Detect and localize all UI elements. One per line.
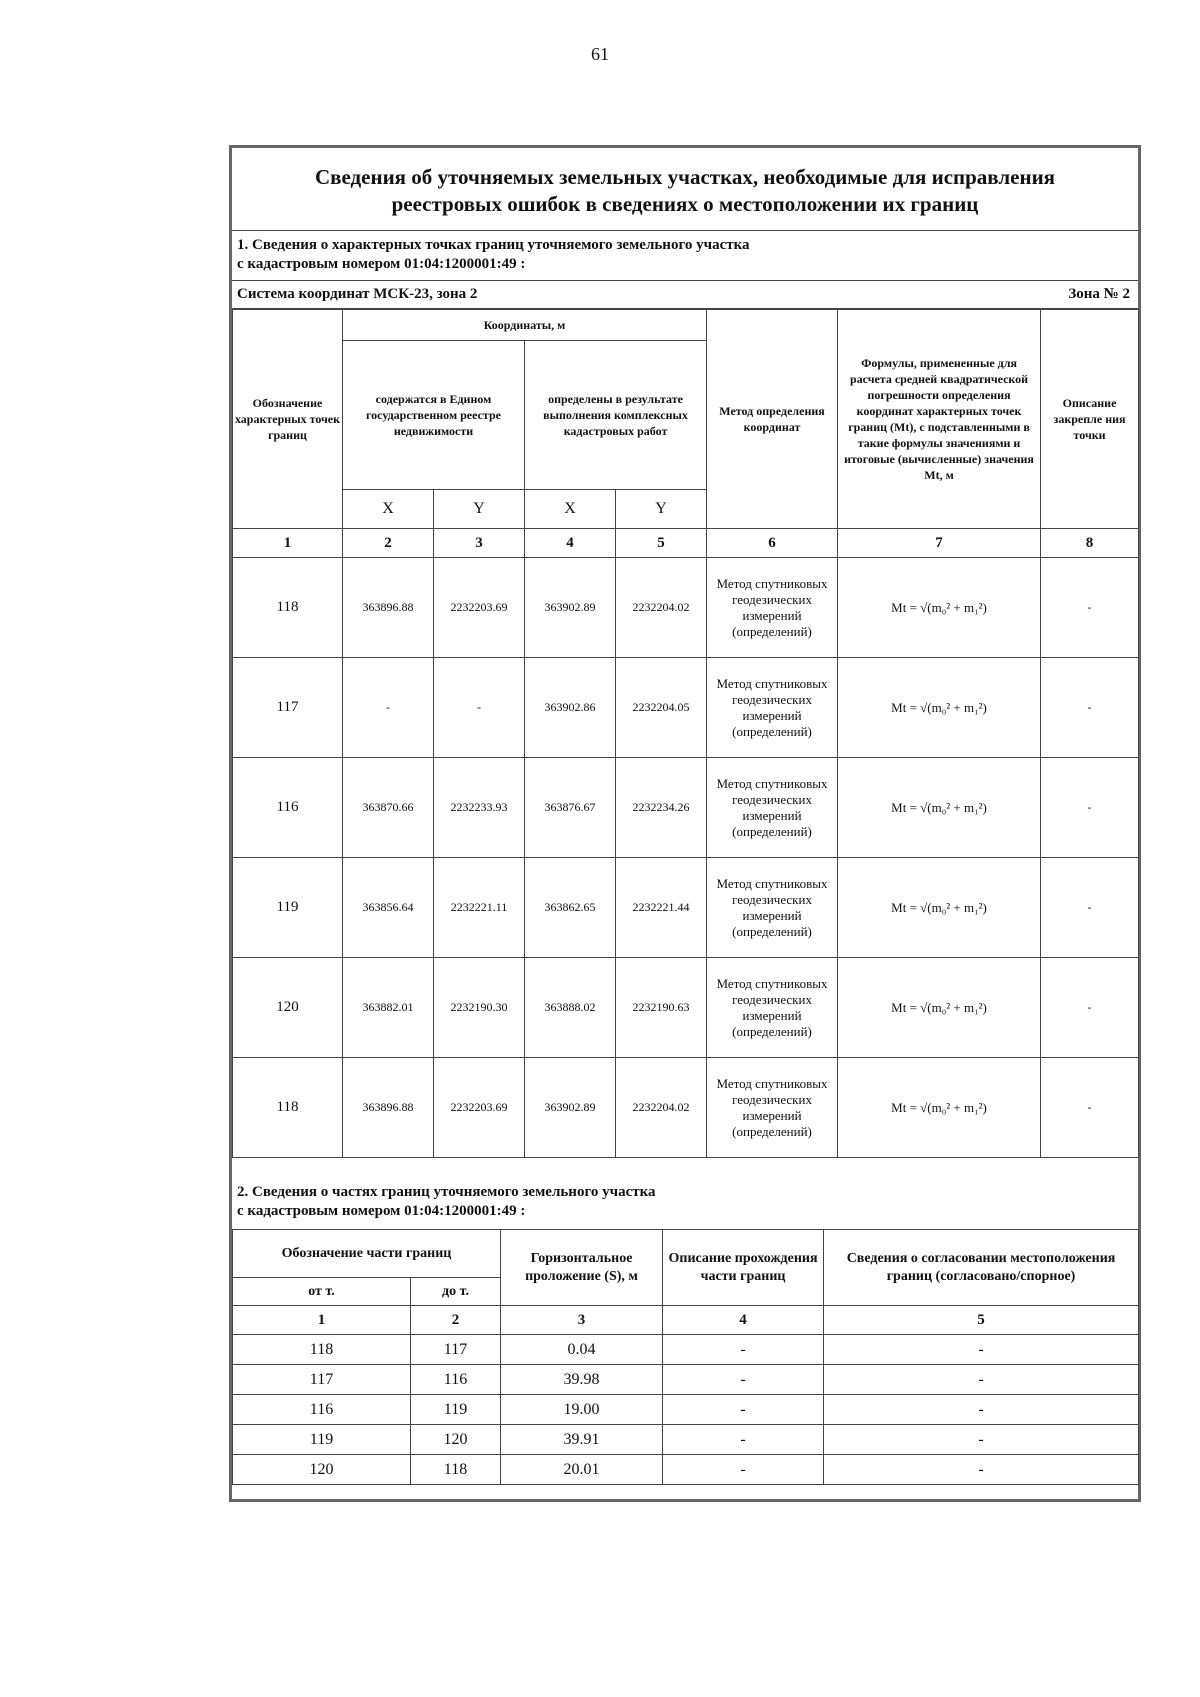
table-row: [233, 658, 1139, 758]
horizontal-distance-cell: 39.98: [501, 1365, 663, 1395]
header-point: Обозначение характерных точек границ: [233, 310, 343, 529]
col-number: 3: [501, 1306, 663, 1335]
agreement-cell: -: [824, 1455, 1139, 1485]
header-coords: Координаты, м: [343, 310, 707, 341]
y-determined-cell: 2232204.02: [616, 558, 707, 658]
point-description-cell: -: [1041, 558, 1139, 658]
section-2-heading: [232, 1175, 1138, 1229]
formula-cell: Mt = √(m₀² + m₁²): [838, 958, 1041, 1058]
col-number: 6: [707, 529, 838, 558]
col-number: 4: [663, 1306, 824, 1335]
formula-cell: Mt = √(m₀² + m₁²): [838, 858, 1041, 958]
part-description-cell: -: [663, 1365, 824, 1395]
part-description-cell: -: [663, 1425, 824, 1455]
horizontal-distance-cell: 19.00: [501, 1395, 663, 1425]
x-determined-cell: 363902.86: [525, 658, 616, 758]
x-registry-cell: 363870.66: [343, 758, 434, 858]
agreement-cell: -: [824, 1335, 1139, 1365]
to-point-cell: 120: [411, 1425, 501, 1455]
section-1-line-2: с кадастровым номером 01:04:1200001:49 :: [237, 256, 526, 272]
from-point-cell: 119: [233, 1425, 411, 1455]
method-cell: Метод спутниковых геодезических измерений (определений): [707, 958, 838, 1058]
y-determined-cell: 2232190.63: [616, 958, 707, 1058]
x-determined-cell: 363876.67: [525, 758, 616, 858]
point-description-cell: -: [1041, 958, 1139, 1058]
agreement-cell: -: [824, 1425, 1139, 1455]
agreement-cell: -: [824, 1365, 1139, 1395]
header-determined: определены в результате выполнения комплексных кадастровых работ: [525, 341, 707, 490]
document-title: [232, 148, 1138, 231]
document-frame: [229, 145, 1141, 1502]
coordinate-system: Система координат МСК-23, зона 2: [237, 286, 478, 302]
table-row: [233, 958, 1139, 1058]
from-point-cell: 116: [233, 1395, 411, 1425]
points-table: [232, 309, 1139, 1158]
from-point-cell: 120: [233, 1455, 411, 1485]
col-number: 5: [616, 529, 707, 558]
point-description-cell: -: [1041, 1058, 1139, 1158]
header-description: Описание закрепле ния точки: [1041, 310, 1139, 529]
col-number: 5: [824, 1306, 1139, 1335]
point-cell: 116: [233, 758, 343, 858]
to-point-cell: 118: [411, 1455, 501, 1485]
header-in-registry: содержатся в Едином государственном реестре недвижимости: [343, 341, 525, 490]
table-row: [233, 1395, 1139, 1425]
table-row: [233, 1365, 1139, 1395]
section-2-line-1: 2. Сведения о частях границ уточняемого земельного участка: [237, 1184, 656, 1200]
formula-cell: Mt = √(m₀² + m₁²): [838, 758, 1041, 858]
col-number: 2: [411, 1306, 501, 1335]
title-line-1: Сведения об уточняемых земельных участках, необходимые для исправления: [314, 165, 1056, 189]
table-row: [233, 1455, 1139, 1485]
section-2-line-2: с кадастровым номером 01:04:1200001:49 :: [237, 1203, 526, 1219]
point-cell: 118: [233, 1058, 343, 1158]
header-y2: Y: [616, 490, 707, 529]
formula-cell: Mt = √(m₀² + m₁²): [838, 658, 1041, 758]
formula-cell: Mt = √(m₀² + m₁²): [838, 1058, 1041, 1158]
point-description-cell: -: [1041, 658, 1139, 758]
header-agreement: Сведения о согласовании местоположения границ (согласовано/спорное): [824, 1230, 1139, 1306]
x-registry-cell: 363856.64: [343, 858, 434, 958]
agreement-cell: -: [824, 1395, 1139, 1425]
header-horizontal: Горизонтальное проложение (S), м: [501, 1230, 663, 1306]
header-y1: Y: [434, 490, 525, 529]
page-number: 61: [591, 44, 609, 64]
to-point-cell: 116: [411, 1365, 501, 1395]
method-cell: Метод спутниковых геодезических измерений (определений): [707, 858, 838, 958]
table-row: [233, 1058, 1139, 1158]
header-formulas: Формулы, примененные для расчета средней квадратической погрешности определения координат характерных точек границ (Mt), с подставленными в такие формулы значениями и итоговые (вычисленные) значения Mt, м: [838, 310, 1041, 529]
table-row: [233, 858, 1139, 958]
title-line-2: реестровых ошибок в сведениях о местоположении их границ: [391, 192, 979, 216]
header-from: от т.: [233, 1278, 411, 1306]
to-point-cell: 119: [411, 1395, 501, 1425]
col-number: 2: [343, 529, 434, 558]
horizontal-distance-cell: 0.04: [501, 1335, 663, 1365]
part-description-cell: -: [663, 1395, 824, 1425]
x-determined-cell: 363888.02: [525, 958, 616, 1058]
col-number: 4: [525, 529, 616, 558]
y-registry-cell: 2232233.93: [434, 758, 525, 858]
method-cell: Метод спутниковых геодезических измерений (определений): [707, 758, 838, 858]
horizontal-distance-cell: 39.91: [501, 1425, 663, 1455]
y-registry-cell: -: [434, 658, 525, 758]
method-cell: Метод спутниковых геодезических измерений (определений): [707, 1058, 838, 1158]
y-registry-cell: 2232190.30: [434, 958, 525, 1058]
x-registry-cell: 363882.01: [343, 958, 434, 1058]
parts-table: [232, 1229, 1139, 1485]
header-x2: X: [525, 490, 616, 529]
x-registry-cell: 363896.88: [343, 1058, 434, 1158]
y-registry-cell: 2232221.11: [434, 858, 525, 958]
x-registry-cell: 363896.88: [343, 558, 434, 658]
part-description-cell: -: [663, 1335, 824, 1365]
x-registry-cell: -: [343, 658, 434, 758]
table-row: [233, 1425, 1139, 1455]
point-cell: 120: [233, 958, 343, 1058]
zone-label: Зона № 2: [1068, 286, 1130, 302]
table-row: [233, 1335, 1139, 1365]
header-part-description: Описание прохождения части границ: [663, 1230, 824, 1306]
from-point-cell: 118: [233, 1335, 411, 1365]
y-determined-cell: 2232204.05: [616, 658, 707, 758]
coordinate-system-line: [232, 281, 1138, 309]
y-determined-cell: 2232204.02: [616, 1058, 707, 1158]
col-number: 3: [434, 529, 525, 558]
header-method: Метод определения координат: [707, 310, 838, 529]
header-x1: X: [343, 490, 434, 529]
point-cell: 118: [233, 558, 343, 658]
y-registry-cell: 2232203.69: [434, 558, 525, 658]
col-number: 1: [233, 1306, 411, 1335]
method-cell: Метод спутниковых геодезических измерений (определений): [707, 658, 838, 758]
formula-cell: Mt = √(m₀² + m₁²): [838, 558, 1041, 658]
y-determined-cell: 2232221.44: [616, 858, 707, 958]
point-cell: 119: [233, 858, 343, 958]
header-to: до т.: [411, 1278, 501, 1306]
horizontal-distance-cell: 20.01: [501, 1455, 663, 1485]
part-description-cell: -: [663, 1455, 824, 1485]
col-number: 8: [1041, 529, 1139, 558]
from-point-cell: 117: [233, 1365, 411, 1395]
section-1-heading: [232, 231, 1138, 281]
x-determined-cell: 363902.89: [525, 558, 616, 658]
col-number: 1: [233, 529, 343, 558]
method-cell: Метод спутниковых геодезических измерений (определений): [707, 558, 838, 658]
y-registry-cell: 2232203.69: [434, 1058, 525, 1158]
col-number: 7: [838, 529, 1041, 558]
to-point-cell: 117: [411, 1335, 501, 1365]
x-determined-cell: 363862.65: [525, 858, 616, 958]
table-row: [233, 758, 1139, 858]
point-cell: 117: [233, 658, 343, 758]
section-1-line-1: 1. Сведения о характерных точках границ уточняемого земельного участка: [237, 237, 750, 253]
header-part: Обозначение части границ: [233, 1230, 501, 1278]
y-determined-cell: 2232234.26: [616, 758, 707, 858]
table-row: [233, 558, 1139, 658]
x-determined-cell: 363902.89: [525, 1058, 616, 1158]
point-description-cell: -: [1041, 858, 1139, 958]
point-description-cell: -: [1041, 758, 1139, 858]
